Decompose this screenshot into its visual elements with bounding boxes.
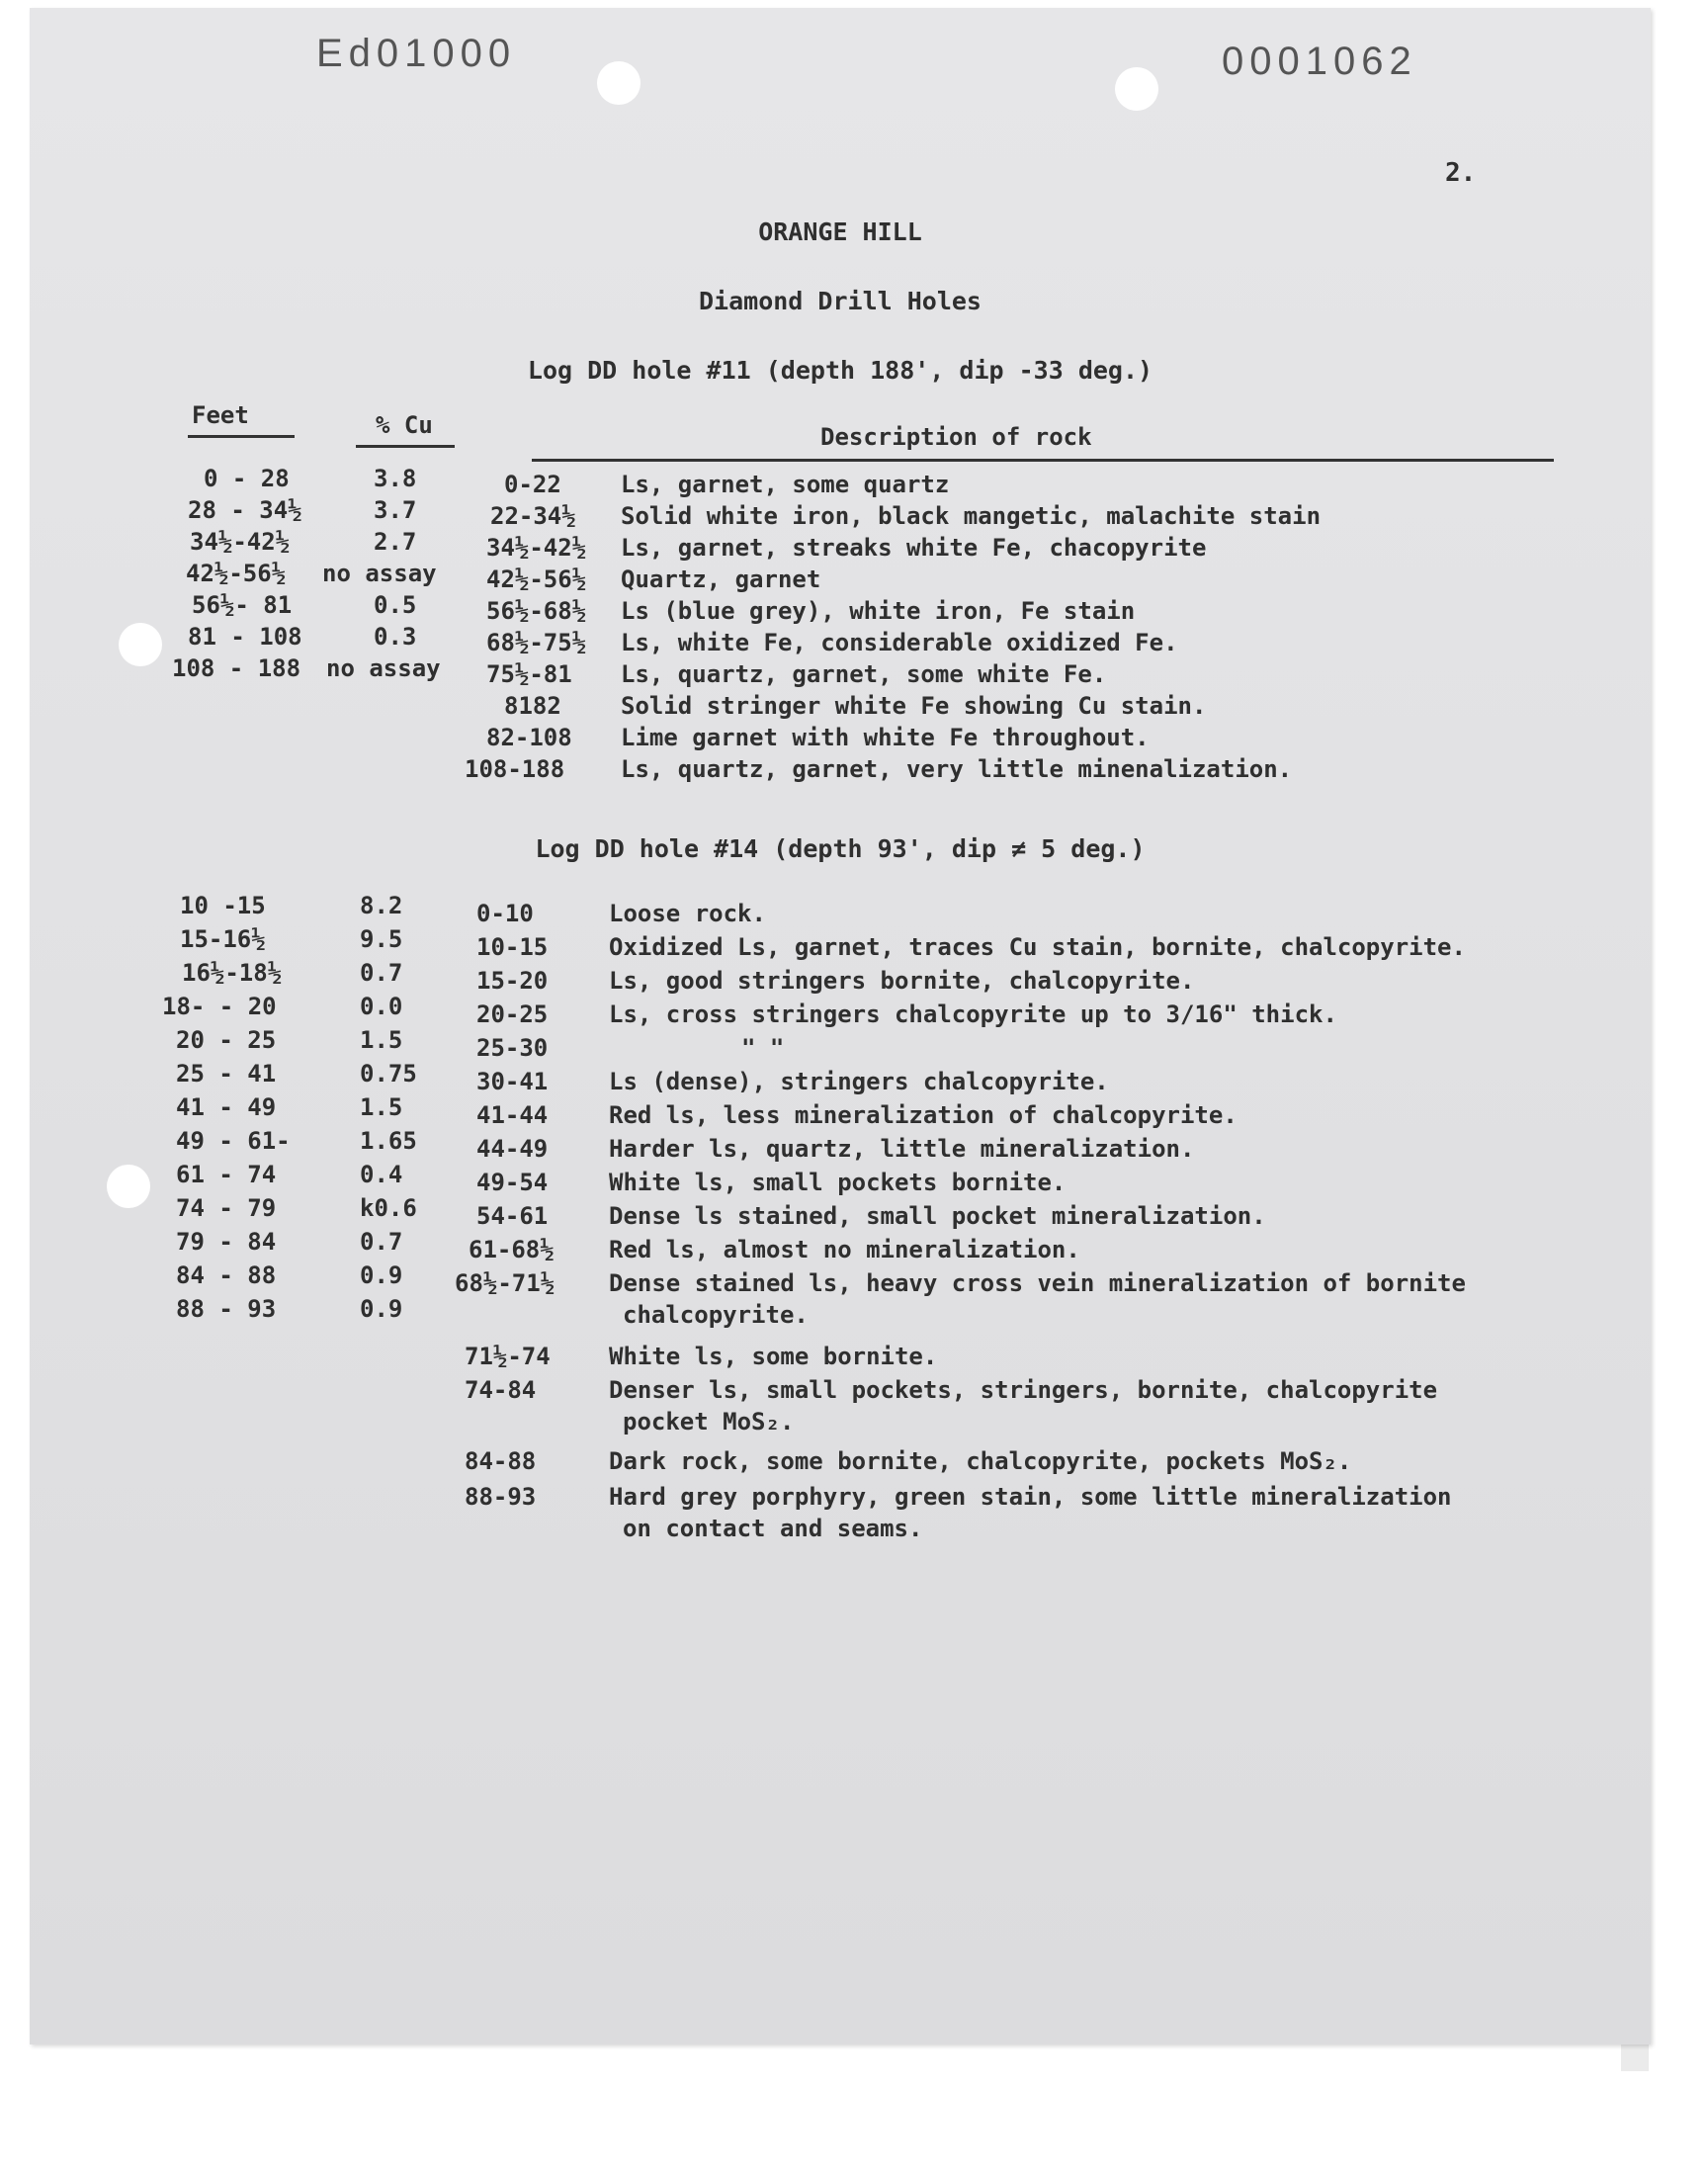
rock-description: Ls (dense), stringers chalcopyrite. bbox=[609, 1068, 1109, 1095]
assay-cu: 0.4 bbox=[360, 1161, 403, 1188]
rock-depth-range: 34½-42½ bbox=[486, 534, 587, 562]
stamp-right: 0001062 bbox=[1222, 40, 1417, 83]
rock-depth-range: 20-25 bbox=[476, 1000, 549, 1028]
assay-cu: 2.7 bbox=[374, 528, 417, 556]
punch-hole-left-lower bbox=[107, 1165, 150, 1208]
rock-description: Dense stained ls, heavy cross vein mineralization of bornite bbox=[609, 1269, 1466, 1297]
assay-cu: 0.9 bbox=[360, 1295, 403, 1323]
rock-depth-range: 41-44 bbox=[476, 1101, 549, 1129]
assay-cu: 9.5 bbox=[360, 925, 403, 953]
rock-depth-range: 30-41 bbox=[476, 1068, 549, 1095]
rock-description: Dense ls stained, small pocket mineralization. bbox=[609, 1202, 1266, 1230]
doc-title: ORANGE HILL bbox=[758, 218, 922, 246]
assay-feet: 10 -15 bbox=[180, 892, 266, 919]
column-feet-header: Feet bbox=[192, 401, 249, 429]
rock-depth-range: 54-61 bbox=[476, 1202, 549, 1230]
rock-description: Ls, garnet, streaks white Fe, chacopyrite bbox=[621, 534, 1207, 562]
rock-description: Ls, quartz, garnet, very little minenalization. bbox=[621, 755, 1293, 783]
assay-feet: 79 - 84 bbox=[176, 1228, 277, 1256]
doc-subtitle: Diamond Drill Holes bbox=[699, 287, 982, 315]
rock-description: Ls, garnet, some quartz bbox=[621, 471, 950, 498]
rock-depth-range: 0-22 bbox=[504, 471, 561, 498]
hole11-heading: Log DD hole #11 (depth 188', dip -33 deg.) bbox=[527, 356, 1153, 385]
rock-depth-range: 71½-74 bbox=[465, 1343, 551, 1370]
rock-depth-range: 108-188 bbox=[465, 755, 565, 783]
rock-description: Lime garnet with white Fe throughout. bbox=[621, 724, 1150, 751]
rock-depth-range: 68½-75½ bbox=[486, 629, 587, 656]
rock-description: Hard grey porphyry, green stain, some little mineralization bbox=[609, 1483, 1452, 1511]
assay-feet: 88 - 93 bbox=[176, 1295, 277, 1323]
rock-depth-range: 42½-56½ bbox=[486, 566, 587, 593]
assay-cu: 1.5 bbox=[360, 1093, 403, 1121]
stamp-left: Ed01000 bbox=[316, 32, 517, 75]
assay-feet: 34½-42½ bbox=[190, 528, 291, 556]
assay-cu: 1.65 bbox=[360, 1127, 417, 1155]
rock-description: on contact and seams. bbox=[623, 1515, 923, 1542]
rock-description: Ls (blue grey), white iron, Fe stain bbox=[621, 597, 1136, 625]
hole14-heading: Log DD hole #14 (depth 93', dip ≠ 5 deg.) bbox=[535, 834, 1146, 863]
column-cu-underline bbox=[356, 445, 455, 448]
rock-depth-range: 75½-81 bbox=[486, 660, 572, 688]
rock-depth-range: 0-10 bbox=[476, 900, 534, 927]
assay-feet: 0 - 28 bbox=[204, 465, 290, 492]
column-description-underline bbox=[532, 459, 1554, 462]
assay-feet: 41 - 49 bbox=[176, 1093, 277, 1121]
rock-description: White ls, some bornite. bbox=[609, 1343, 938, 1370]
assay-cu: 8.2 bbox=[360, 892, 403, 919]
assay-cu: 0.75 bbox=[360, 1060, 417, 1088]
assay-cu: 0.7 bbox=[360, 959, 403, 987]
rock-description: Red ls, almost no mineralization. bbox=[609, 1236, 1080, 1263]
punch-hole-top-right bbox=[1115, 67, 1158, 111]
rock-depth-range: 68½-71½ bbox=[455, 1269, 555, 1297]
column-description-header: Description of rock bbox=[820, 423, 1092, 451]
rock-description: " " bbox=[741, 1034, 785, 1062]
column-feet-underline bbox=[188, 435, 295, 438]
assay-feet: 15-16½ bbox=[180, 925, 266, 953]
assay-cu: 0.3 bbox=[374, 623, 417, 651]
rock-depth-range: 15-20 bbox=[476, 967, 549, 995]
assay-cu: 0.5 bbox=[374, 591, 417, 619]
rock-description: Ls, white Fe, considerable oxidized Fe. bbox=[621, 629, 1178, 656]
assay-feet: 61 - 74 bbox=[176, 1161, 277, 1188]
assay-feet: 84 - 88 bbox=[176, 1262, 277, 1289]
column-cu-header: % Cu bbox=[376, 411, 433, 439]
rock-depth-range: 44-49 bbox=[476, 1135, 549, 1163]
rock-description: Denser ls, small pockets, stringers, bornite, chalcopyrite bbox=[609, 1376, 1438, 1404]
assay-feet: 25 - 41 bbox=[176, 1060, 277, 1088]
rock-depth-range: 22-34½ bbox=[490, 502, 576, 530]
rock-description: Quartz, garnet bbox=[621, 566, 821, 593]
assay-feet: 42½-56½ bbox=[186, 560, 287, 587]
assay-feet: 18- - 20 bbox=[162, 993, 277, 1020]
rock-description: Ls, cross stringers chalcopyrite up to 3/16" thick. bbox=[609, 1000, 1337, 1028]
assay-cu: no assay bbox=[326, 654, 441, 682]
rock-depth-range: 49-54 bbox=[476, 1169, 549, 1196]
assay-feet: 16½-18½ bbox=[182, 959, 283, 987]
assay-feet: 28 - 34½ bbox=[188, 496, 302, 524]
assay-cu: 0.7 bbox=[360, 1228, 403, 1256]
rock-depth-range: 25-30 bbox=[476, 1034, 549, 1062]
rock-description: Red ls, less mineralization of chalcopyrite. bbox=[609, 1101, 1238, 1129]
assay-feet: 56½- 81 bbox=[192, 591, 293, 619]
assay-cu: no assay bbox=[322, 560, 437, 587]
rock-description: Ls, quartz, garnet, some white Fe. bbox=[621, 660, 1107, 688]
rock-description: Harder ls, quartz, little mineralization. bbox=[609, 1135, 1195, 1163]
assay-cu: 0.0 bbox=[360, 993, 403, 1020]
page-number: 2. bbox=[1445, 158, 1477, 188]
assay-cu: 1.5 bbox=[360, 1026, 403, 1054]
rock-depth-range: 74-84 bbox=[465, 1376, 537, 1404]
assay-feet: 81 - 108 bbox=[188, 623, 302, 651]
rock-description: Solid stringer white Fe showing Cu stain. bbox=[621, 692, 1207, 720]
rock-description: pocket MoS₂. bbox=[623, 1408, 795, 1436]
document-page bbox=[30, 8, 1651, 2044]
assay-feet: 108 - 188 bbox=[172, 654, 301, 682]
rock-description: Loose rock. bbox=[609, 900, 766, 927]
punch-hole-top-left bbox=[597, 61, 640, 105]
rock-depth-range: 84-88 bbox=[465, 1447, 537, 1475]
assay-cu: 3.7 bbox=[374, 496, 417, 524]
punch-hole-left-upper bbox=[119, 623, 162, 666]
assay-feet: 74 - 79 bbox=[176, 1194, 277, 1222]
rock-depth-range: 8182 bbox=[504, 692, 561, 720]
rock-depth-range: 56½-68½ bbox=[486, 597, 587, 625]
assay-cu: 3.8 bbox=[374, 465, 417, 492]
assay-feet: 49 - 61- bbox=[176, 1127, 291, 1155]
rock-description: Solid white iron, black mangetic, malachite stain bbox=[621, 502, 1322, 530]
rock-depth-range: 82-108 bbox=[486, 724, 572, 751]
rock-description: Dark rock, some bornite, chalcopyrite, pockets MoS₂. bbox=[609, 1447, 1352, 1475]
rock-depth-range: 10-15 bbox=[476, 933, 549, 961]
rock-depth-range: 88-93 bbox=[465, 1483, 537, 1511]
rock-description: White ls, small pockets bornite. bbox=[609, 1169, 1067, 1196]
assay-feet: 20 - 25 bbox=[176, 1026, 277, 1054]
rock-description: chalcopyrite. bbox=[623, 1301, 809, 1329]
assay-cu: k0.6 bbox=[360, 1194, 417, 1222]
assay-cu: 0.9 bbox=[360, 1262, 403, 1289]
rock-description: Oxidized Ls, garnet, traces Cu stain, bornite, chalcopyrite. bbox=[609, 933, 1466, 961]
rock-depth-range: 61-68½ bbox=[469, 1236, 555, 1263]
rock-description: Ls, good stringers bornite, chalcopyrite. bbox=[609, 967, 1195, 995]
